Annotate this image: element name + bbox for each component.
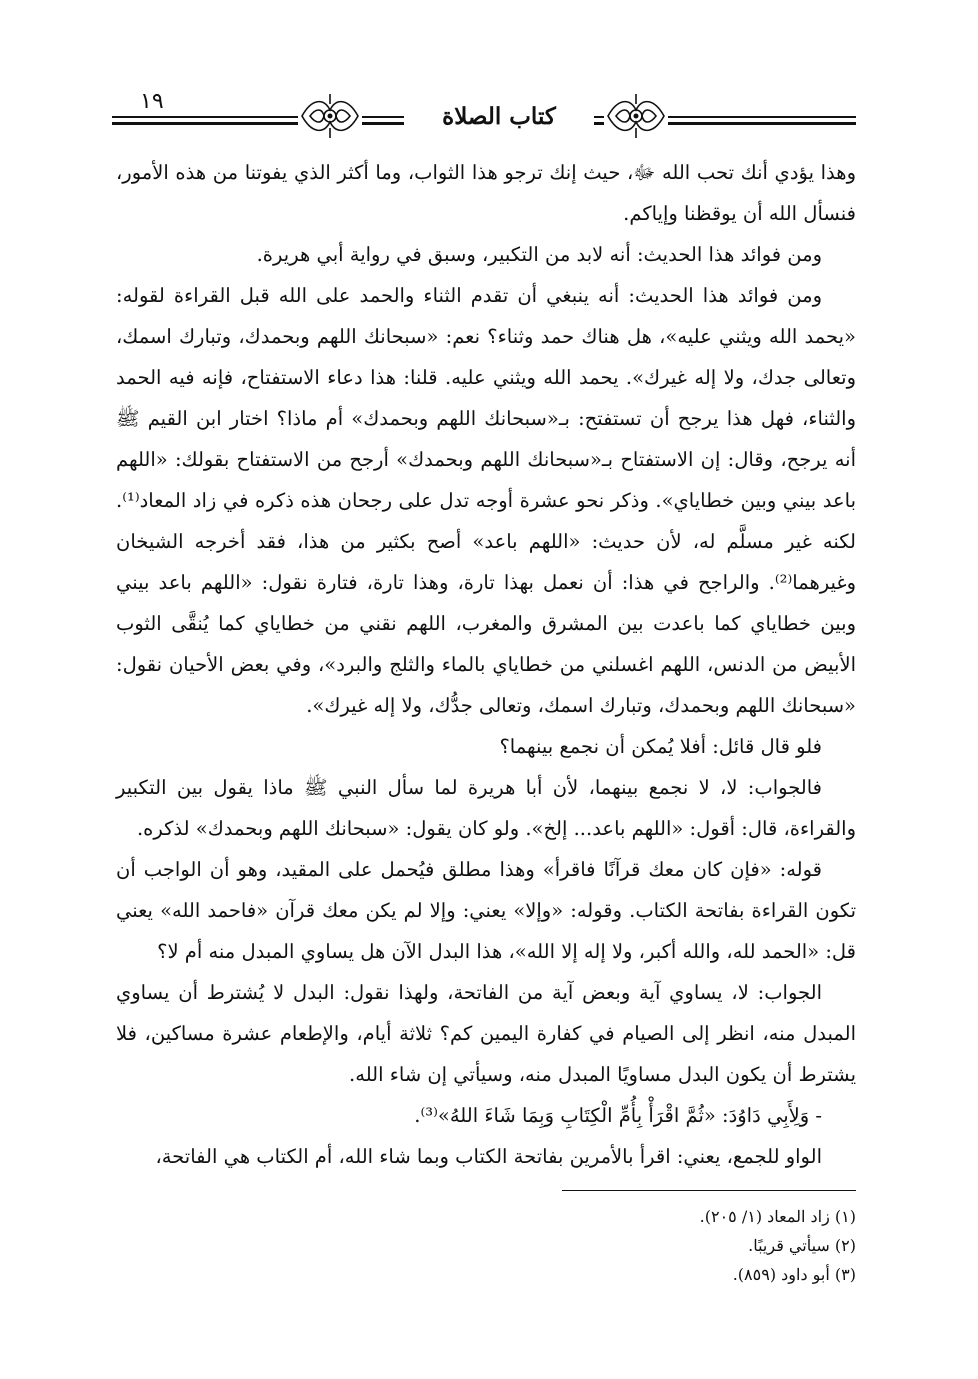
paragraph: قوله: «فإن كان معك قرآنًا فاقرأ» وهذا مطلق فيُحمل على المقيد، وهو أن الواجب أن تكون القراءة بفاتحة الكتاب. وقوله: «وإلا» يعني: وإلا لم يكن معك قرآن «فاحمد الله» يعني قل: «الحمد لله، والله أكبر، ولا إله إلا الله»، هذا البدل الآن هل يساوي المبدل منه أم لا؟ bbox=[116, 858, 856, 963]
paragraph: الجواب: لا، يساوي آية وبعض آية من الفاتحة، ولهذا نقول: البدل لا يُشترط أن يساوي المبدل منه، انظر إلى الصيام في كفارة اليمين كم؟ ثلاثة أيام، والإطعام عشرة مساكين، فلا يشترط أن يكون البدل مساويًا المبدل منه، وسيأتي إن شاء الله. bbox=[116, 981, 856, 1086]
paragraph: ومن فوائد هذا الحديث: أنه ينبغي أن تقدم الثناء والحمد على الله قبل القراءة لقوله: «يحمد الله ويثني عليه»، هل هناك حمد وثناء؟ نعم: «سبحانك اللهم وبحمدك، وتبارك اسمك، وتعالى جدك، ولا إله غيرك». يحمد الله ويثني عليه. قلنا: هذا دعاء الاستفتاح، فإنه فيه الحمد والثناء، فهل هذا يرجح أن تستفتح: بـ«سبحانك اللهم وبحمدك» أم ماذا؟ اختار ابن القيم ﷺ أنه يرجح، وقال: إن الاستفتاح بـ«سبحانك اللهم وبحمدك» أرجح من الاستفتاح بقولك: «اللهم باعد بيني وبين خطاياي». وذكر نحو عشرة أوجه تدل على رجحان هذه ذكره في زاد المعاد⁽¹⁾. لكنه غير مسلَّم له، لأن حديث: «اللهم باعد» أصح بكثير من هذا، فقد أخرجه الشيخان وغيرهما⁽²⁾. والراجح في هذا: أن نعمل بهذا تارة، وهذا تارة، فتارة نقول: «اللهم باعد بيني وبين خطاياي كما باعدت بين المشرق والمغرب، اللهم نقني من خطاياي كما يُنقَّى الثوب الأبيض من الدنس، اللهم اغسلني من خطاياي بالماء والثلج والبرد»، وفي بعض الأحيان نقول: «سبحانك اللهم وبحمدك، وتبارك اسمك، وتعالى جدُّك، ولا إله غيرك». bbox=[116, 284, 856, 717]
footnote: (١) زاد المعاد (١/ ٢٠٥). bbox=[699, 1207, 856, 1226]
page-header bbox=[112, 82, 856, 144]
paragraph: فلو قال قائل: أفلا يُمكن أن نجمع بينهما؟ bbox=[499, 735, 822, 758]
footnotes bbox=[700, 1202, 856, 1289]
paragraph: ومن فوائد هذا الحديث: أنه لابد من التكبير، وسبق في رواية أبي هريرة. bbox=[256, 243, 822, 266]
paragraph: الواو للجمع، يعني: اقرأ بالأمرين بفاتحة الكتاب وبما شاء الله، أم الكتاب هي الفاتحة، bbox=[155, 1145, 822, 1168]
footnote-divider bbox=[562, 1190, 856, 1191]
chapter-title: كتاب الصلاة bbox=[404, 100, 594, 134]
page-number: ١٩ bbox=[136, 88, 168, 116]
footnote: (٢) سيأتي قريبًا. bbox=[748, 1236, 856, 1255]
paragraph: - وَلِأَبِي دَاوُدَ: «ثُمَّ اقْرَأْ بِأُمِّ الْكِتَابِ وَبِمَا شَاءَ اللهُ»⁽³⁾. bbox=[414, 1104, 822, 1127]
footnote: (٣) أبو داود (٨٥٩). bbox=[732, 1265, 856, 1284]
ornament-icon bbox=[604, 90, 668, 142]
paragraph: فالجواب: لا، لا نجمع بينهما، لأن أبا هريرة لما سأل النبي ﷺ ماذا يقول بين التكبير والقراءة، قال: أقول: «اللهم باعد... إلخ». ولو كان يقول: «سبحانك اللهم وبحمدك» لذكره. bbox=[116, 776, 856, 840]
ornament-icon bbox=[298, 90, 362, 142]
paragraph: وهذا يؤدي أنك تحب الله ﷻ، حيث إنك ترجو هذا الثواب، وما أكثر الذي يفوتنا من هذه الأمور، فنسأل الله أن يوقظنا وإياكم. bbox=[116, 161, 856, 225]
body-text bbox=[116, 152, 856, 1177]
